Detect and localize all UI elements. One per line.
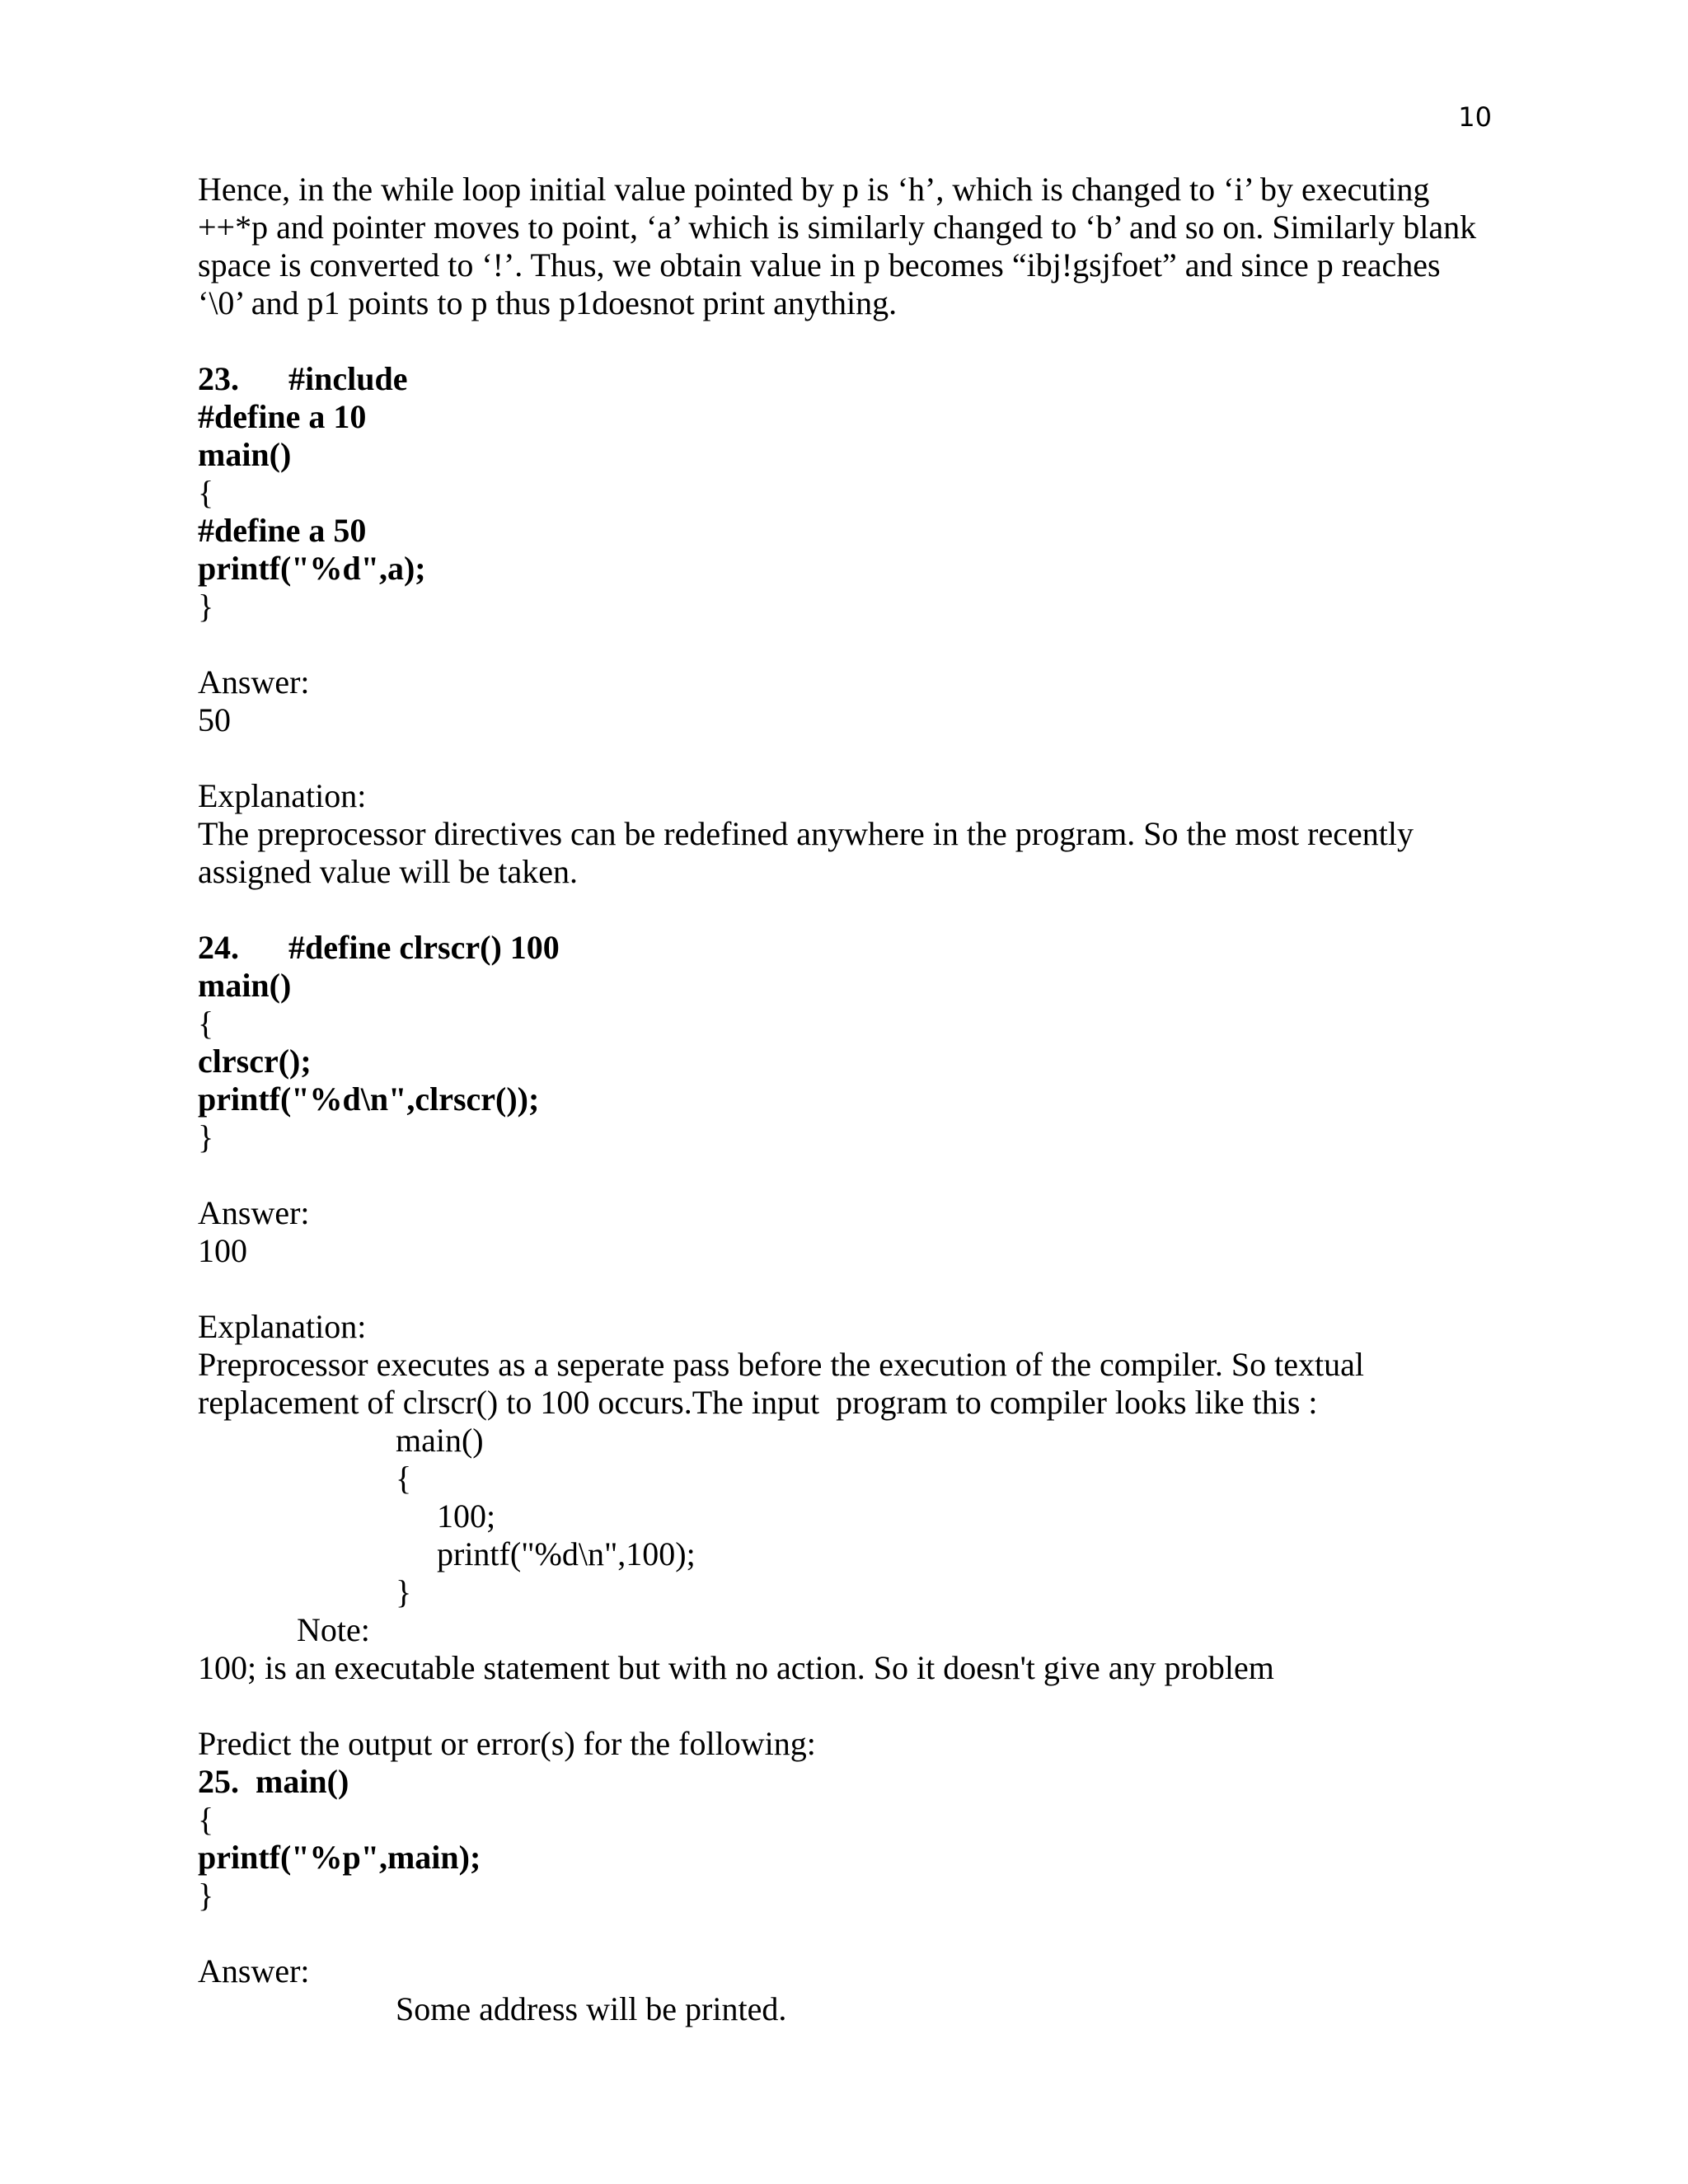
page-number: 10 xyxy=(1458,101,1492,133)
q24-explanation-label: Explanation: xyxy=(198,1308,367,1345)
q23-answer-label: Answer: xyxy=(198,663,310,701)
q23-explanation-line: assigned value will be taken. xyxy=(198,853,578,890)
q25-answer-label: Answer: xyxy=(198,1952,310,1990)
q24-code-line: main() xyxy=(198,967,292,1004)
q24-code-line: printf("%d\n",clrscr()); xyxy=(198,1080,540,1118)
q25-code-line: { xyxy=(198,1801,214,1838)
q25-number: 25. xyxy=(198,1763,239,1800)
q25-prompt: Predict the output or error(s) for the following: xyxy=(198,1725,816,1762)
q24-code-line: #define clrscr() 100 xyxy=(288,929,560,966)
q23-code-line: } xyxy=(198,588,214,625)
q23-explanation-line: The preprocessor directives can be redefined anywhere in the program. So the most recently xyxy=(198,815,1414,852)
q24-example-line: { xyxy=(396,1460,412,1497)
q23-code-line: { xyxy=(198,474,214,511)
q24-code-line: { xyxy=(198,1005,214,1042)
q23-code-line: #define a 10 xyxy=(198,398,367,435)
intro-line: Hence, in the while loop initial value pointed by p is ‘h’, which is changed to ‘i’ by executing xyxy=(198,171,1430,208)
q24-explanation-line: Preprocessor executes as a seperate pass before the execution of the compiler. So textual xyxy=(198,1346,1365,1383)
q23-code-line: main() xyxy=(198,436,292,473)
q24-note-label: Note: xyxy=(297,1611,370,1648)
q24-code-line: clrscr(); xyxy=(198,1043,312,1080)
q23-code-line: #define a 50 xyxy=(198,512,367,549)
q25-code-line: main() xyxy=(256,1763,349,1800)
q24-example-line: 100; xyxy=(437,1497,496,1535)
q24-answer-label: Answer: xyxy=(198,1194,310,1231)
question-24 xyxy=(198,929,1500,1687)
q24-example-line: main() xyxy=(396,1422,484,1459)
q24-explanation-line: replacement of clrscr() to 100 occurs.The input program to compiler looks like this : xyxy=(198,1384,1318,1421)
document-body xyxy=(198,171,1500,2028)
question-23 xyxy=(198,360,1500,891)
q25-answer: Some address will be printed. xyxy=(396,1990,787,2027)
intro-line: space is converted to ‘!’. Thus, we obtain value in p becomes “ibj!gsjfoet” and since p reaches xyxy=(198,246,1441,284)
q24-example-line: printf("%d\n",100); xyxy=(437,1535,696,1572)
intro-line: ‘\0’ and p1 points to p thus p1doesnot print anything. xyxy=(198,284,898,321)
q24-number: 24. xyxy=(198,929,239,966)
intro-paragraph xyxy=(198,171,1500,322)
q24-answer: 100 xyxy=(198,1232,247,1269)
q23-answer: 50 xyxy=(198,701,231,738)
intro-line: ++*p and pointer moves to point, ‘a’ which is similarly changed to ‘b’ and so on. Similarly blank xyxy=(198,209,1477,246)
question-25 xyxy=(198,1725,1500,2028)
q25-code-line: printf("%p",main); xyxy=(198,1839,481,1876)
q25-code-line: } xyxy=(198,1877,214,1914)
q23-first-line xyxy=(198,360,1500,398)
q24-note: 100; is an executable statement but with no action. So it doesn't give any problem xyxy=(198,1649,1274,1686)
q23-number: 23. xyxy=(198,360,239,397)
q24-code-line: } xyxy=(198,1118,214,1155)
q23-explanation-label: Explanation: xyxy=(198,777,367,814)
q24-example-line: } xyxy=(396,1573,412,1610)
q23-code-line: #include xyxy=(288,360,408,397)
q25-first-line xyxy=(198,1763,1500,1801)
q24-first-line xyxy=(198,929,1500,967)
q23-code-line: printf("%d",a); xyxy=(198,550,426,587)
